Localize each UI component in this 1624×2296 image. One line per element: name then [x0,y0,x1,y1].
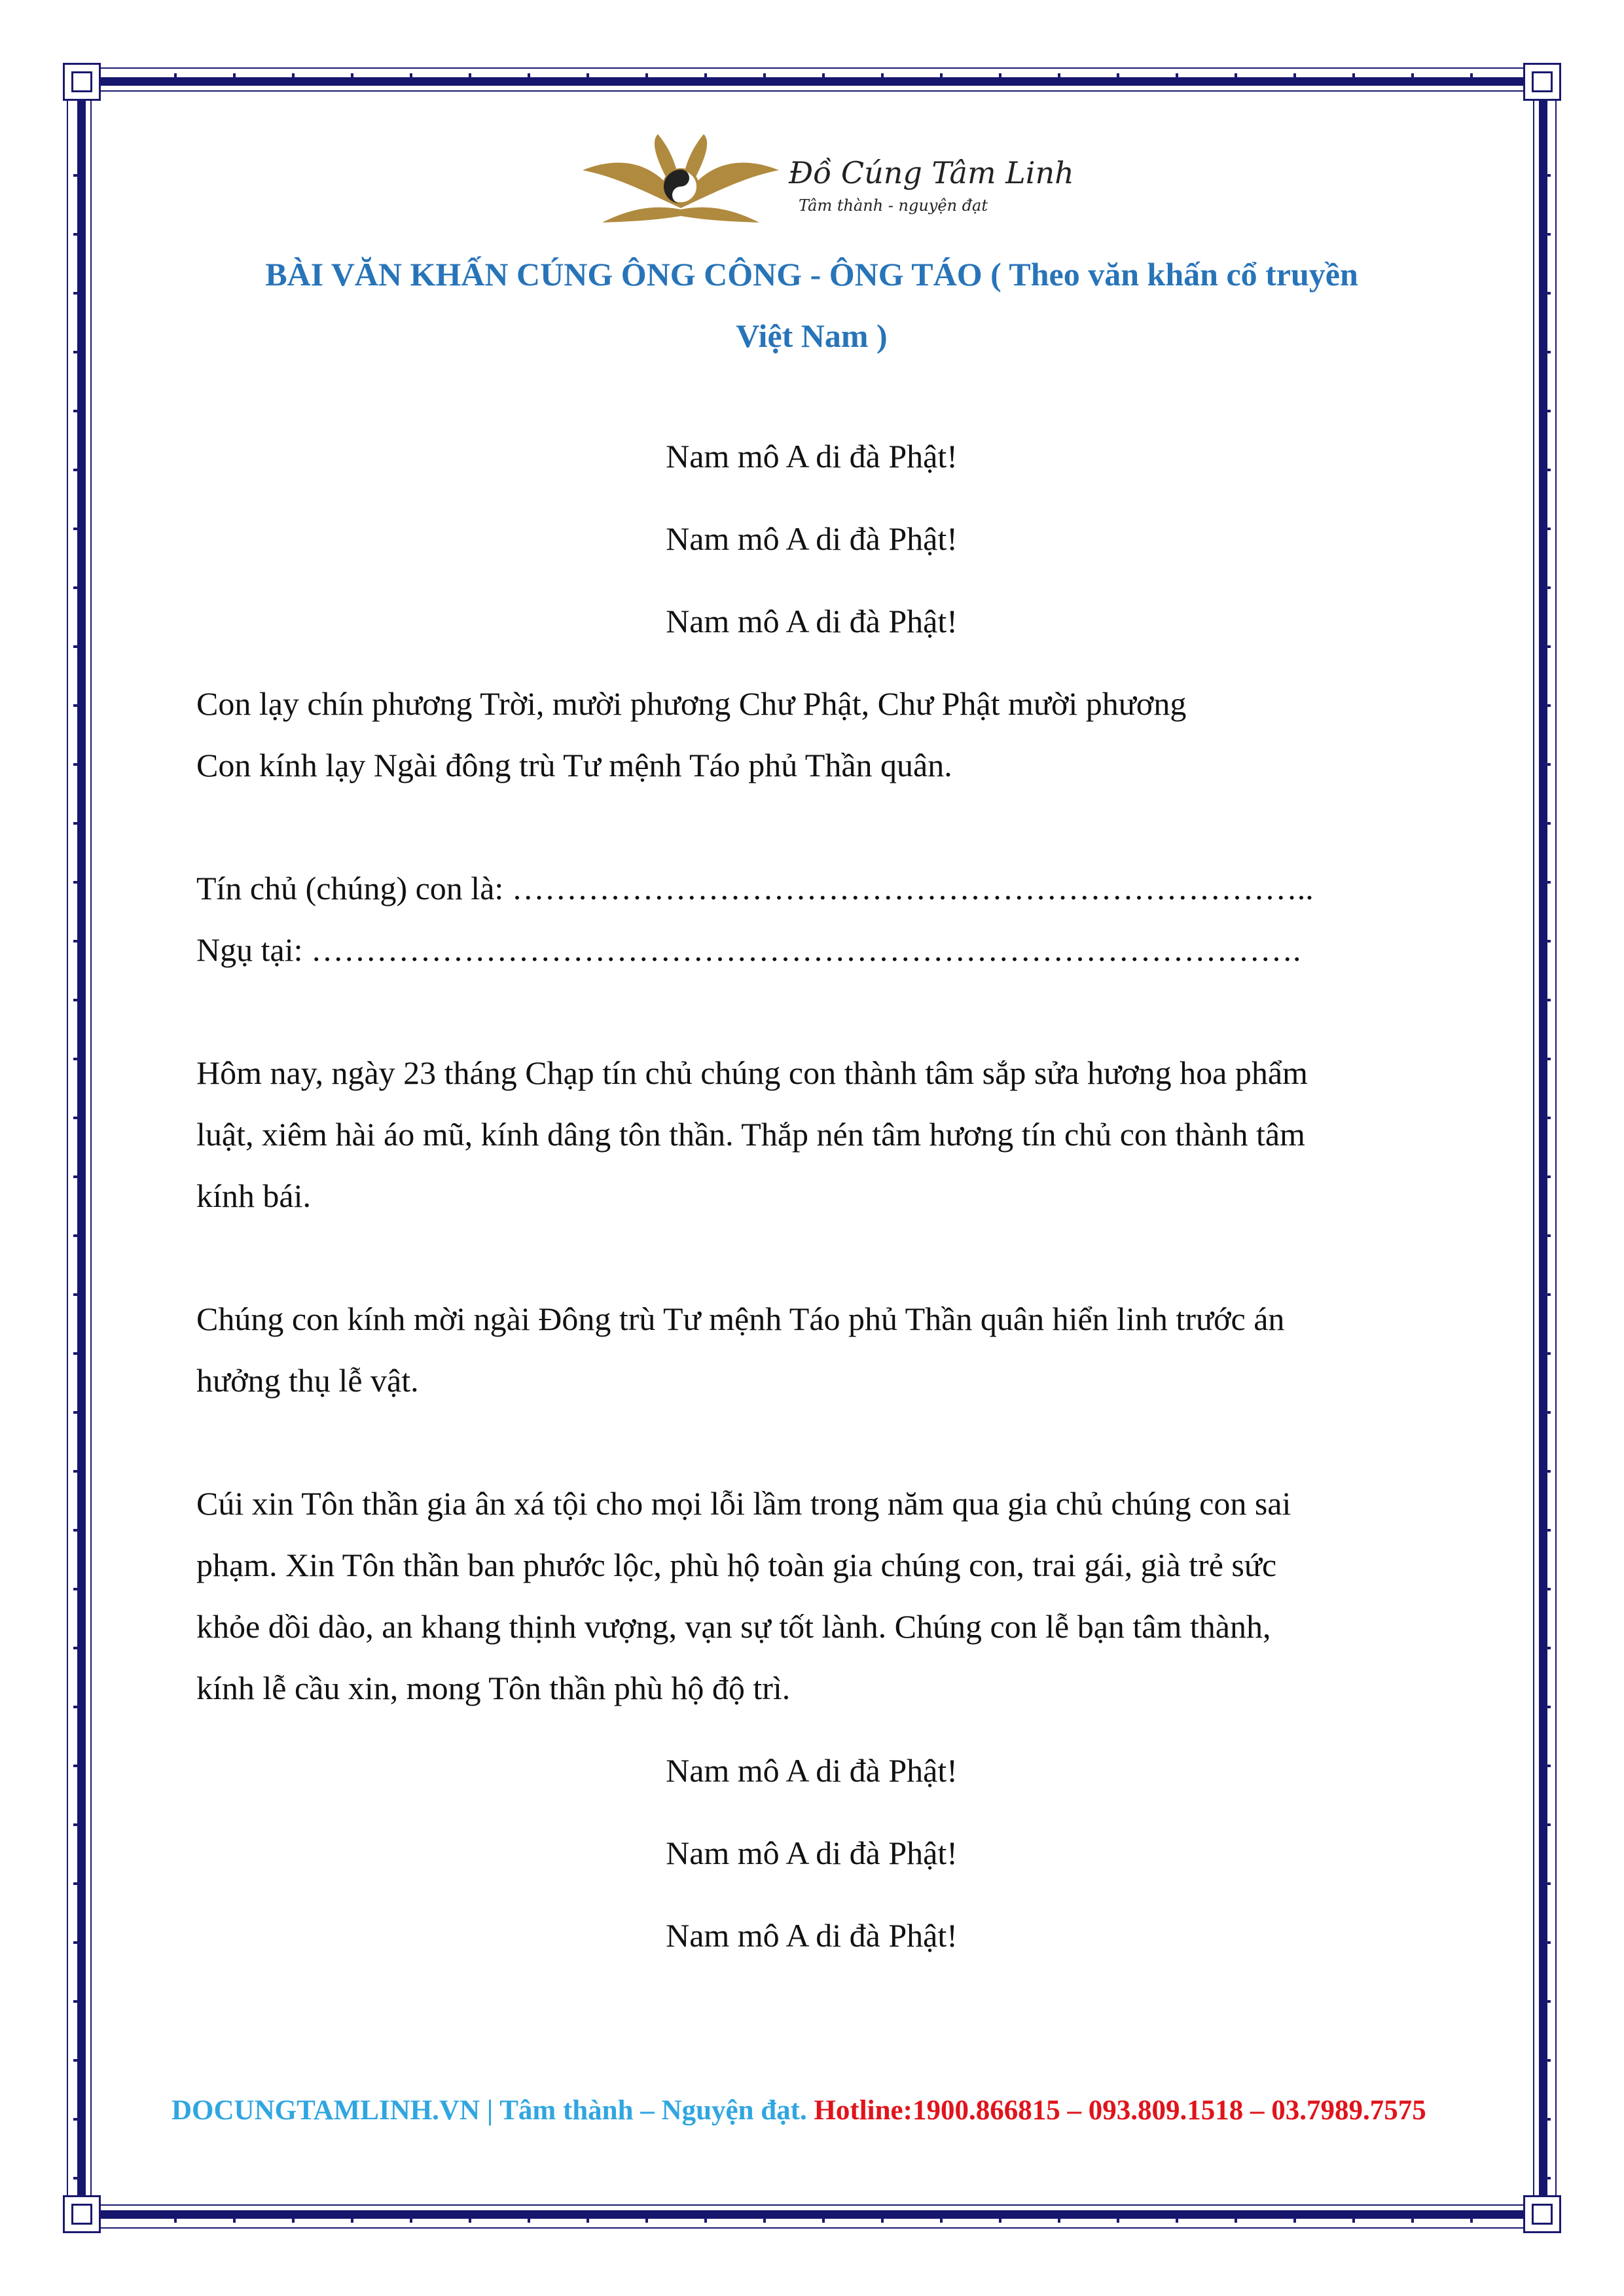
lotus-icon [576,131,1074,229]
prayer-text [196,425,1440,1966]
paragraph-line: Hôm nay, ngày 23 tháng Chạp tín chủ chúng con thành tâm sắp sửa hương hoa phẩm [196,1054,1308,1091]
border-ticks-left [73,118,79,2179]
paragraph-line: luật, xiêm hài áo mũ, kính dâng tôn thần. Thắp nén tâm hương tín chủ con thành tâm [196,1116,1305,1153]
prayer-line: Nam mô A di đà Phật! [666,1752,958,1789]
footer-hotline[interactable]: Hotline:1900.866815 – 093.809.1518 – 03.7989.7575 [814,2095,1426,2126]
paragraph-line: Cúi xin Tôn thần gia ân xá tội cho mọi lỗi lầm trong năm qua gia chủ chúng con sai [196,1485,1291,1522]
field-address: Ngụ tại: ………………………………………………………………………………. [196,931,1301,968]
prayer-line: Nam mô A di đà Phật! [666,520,958,557]
title-line-1: BÀI VĂN KHẤN CÚNG ÔNG CÔNG - ÔNG TÁO ( Theo văn khấn cổ truyền [265,256,1358,293]
invocation-line: Con kính lạy Ngài đông trù Tư mệnh Táo phủ Thần quân. [196,747,952,783]
field-believer-name: Tín chủ (chúng) con là: ……………………………………………………………….. [196,870,1314,906]
paragraph-line: Chúng con kính mời ngài Đông trù Tư mệnh Táo phủ Thần quân hiển linh trước án [196,1300,1285,1337]
prayer-line: Nam mô A di đà Phật! [666,1917,958,1954]
paragraph-line: kính lễ cầu xin, mong Tôn thần phù hộ độ trì. [196,1670,791,1706]
prayer-line: Nam mô A di đà Phật! [666,1835,958,1871]
paragraph-line: khỏe dồi dào, an khang thịnh vượng, vạn sự tốt lành. Chúng con lễ bạn tâm thành, [196,1608,1271,1645]
corner-ornament-bottom-left [63,2195,101,2233]
logo-slogan: Tâm thành - nguyện đạt [799,196,988,215]
logo-brand-text: Đồ Cúng Tâm Linh [789,155,1074,190]
prayer-line: Nam mô A di đà Phật! [666,603,958,639]
title-line-2: Việt Nam ) [736,317,888,354]
page-title [190,243,1434,367]
border-ticks-right [1545,118,1551,2179]
paragraph-line: kính bái. [196,1177,311,1214]
paragraph-line: phạm. Xin Tôn thần ban phước lộc, phù hộ toàn gia chúng con, trai gái, già trẻ sức [196,1547,1277,1583]
corner-ornament-top-left [63,63,101,101]
footer [171,2094,1454,2126]
border-ticks-top [118,73,1506,79]
border-ticks-bottom [118,2217,1506,2223]
prayer-line: Nam mô A di đà Phật! [666,438,958,475]
corner-ornament-bottom-right [1523,2195,1561,2233]
brand-logo [576,131,1074,229]
corner-ornament-top-right [1523,63,1561,101]
footer-site[interactable]: DOCUNGTAMLINH.VN | Tâm thành – Nguyện đạt. [171,2095,807,2126]
paragraph-line: hưởng thụ lễ vật. [196,1362,419,1399]
invocation-line: Con lạy chín phương Trời, mười phương Chư Phật, Chư Phật mười phương [196,685,1187,722]
